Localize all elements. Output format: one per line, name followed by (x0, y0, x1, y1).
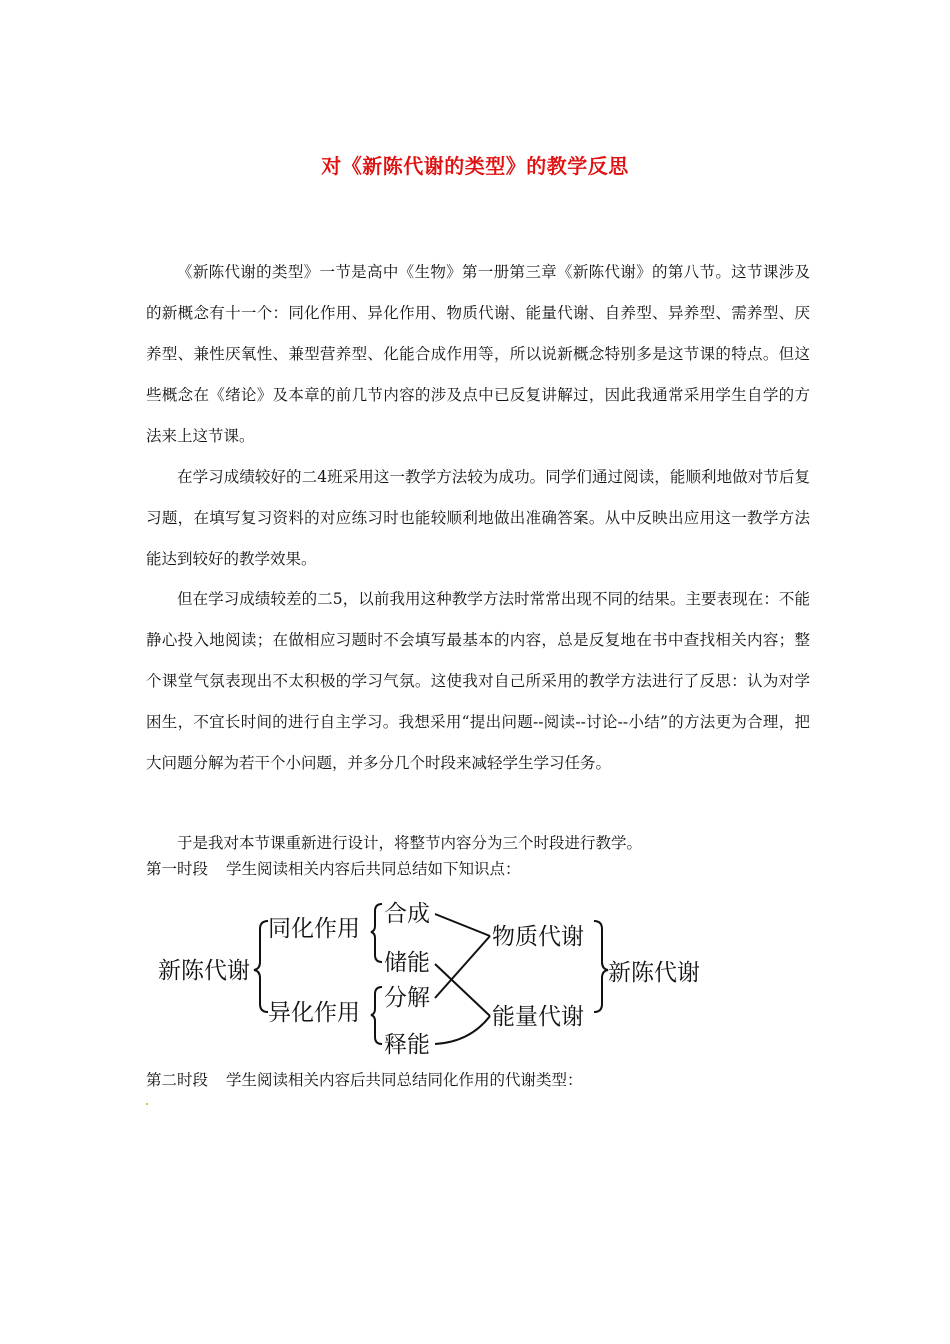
document-title: 对《新陈代谢的类型》的教学反思 (321, 154, 629, 178)
diagram-synthesis-label: 合成 (384, 901, 430, 927)
diagram-storage-label: 储能 (384, 950, 430, 976)
stage-two-text: 学生阅读相关内容后共同总结同化作用的代谢类型： (226, 1071, 583, 1089)
diagram-catabolism-label: 异化作用 (268, 1000, 360, 1026)
stage-one-line (146, 859, 521, 879)
stage-two-label: 第二时段 (146, 1071, 209, 1089)
metabolism-diagram (150, 892, 720, 1062)
diagram-energy-metabolism-label: 能量代谢 (492, 1004, 584, 1030)
stage-two-line (146, 1070, 583, 1090)
diagram-release-label: 释能 (384, 1032, 430, 1058)
diagram-root-label: 新陈代谢 (158, 958, 250, 984)
diagram-decomposition-label: 分解 (384, 985, 430, 1011)
stage-one-label: 第一时段 (146, 860, 209, 878)
link-release-energy (435, 1016, 490, 1044)
diagram-result-label: 新陈代谢 (608, 960, 700, 986)
paragraph-redesign: 于是我对本节课重新进行设计，将整节内容分为三个时段进行教学。 (177, 834, 643, 852)
anabolism-brace (371, 904, 382, 962)
stray-mark (146, 1103, 148, 1105)
link-synthesis-material (435, 914, 490, 936)
result-brace (594, 921, 608, 1012)
paragraph-class-4: 在学习成绩较好的二4班采用这一教学方法较为成功。同学们通过阅读，能顺利地做对节后复习题，在填写复习资料的对应练习时也能较顺利地做出准确答案。从中反映出应用这一教学方法能达到较好的教学效果。 (146, 468, 810, 568)
paragraph-intro: 《新陈代谢的类型》一节是高中《生物》第一册第三章《新陈代谢》的第八节。这节课涉及的新概念有十一个：同化作用、异化作用、物质代谢、能量代谢、自养型、异养型、需养型、厌养型、兼性厌氧性、兼型营养型、化能合成作用等，所以说新概念特别多是这节课的特点。但这些概念在《绪论》及本章的前几节内容的涉及点中已反复讲解过，因此我通常采用学生自学的方法来上这节课。 (146, 263, 810, 445)
paragraph-class-5: 但在学习成绩较差的二5，以前我用这种教学方法时常常出现不同的结果。主要表现在：不能静心投入地阅读；在做相应习题时不会填写最基本的内容，总是反复地在书中查找相关内容；整个课堂气氛表现出不太积极的学习气氛。这使我对自己所采用的教学方法进行了反思：认为对学困生，不宜长时间的进行自主学习。我想采用“提出问题--阅读--讨论--小结”的方法更为合理，把大问题分解为若干个小问题，并多分几个时段来减轻学生学习任务。 (146, 590, 810, 772)
diagram-material-metabolism-label: 物质代谢 (492, 924, 584, 950)
stage-one-text: 学生阅读相关内容后共同总结如下知识点： (226, 860, 521, 878)
diagram-anabolism-label: 同化作用 (268, 916, 360, 942)
root-brace (254, 921, 268, 1012)
catabolism-brace (371, 987, 382, 1044)
